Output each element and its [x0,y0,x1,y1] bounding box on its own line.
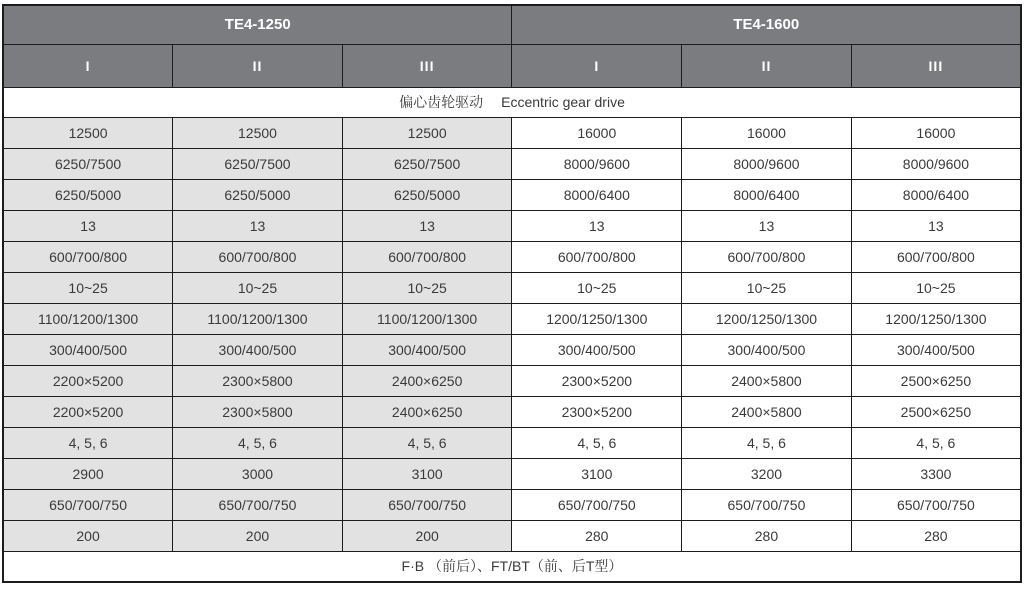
table-cell: 300/400/500 [3,334,173,365]
table-cell: 600/700/800 [342,241,512,272]
table-cell: 200 [173,520,343,551]
table-cell: 16000 [851,117,1021,148]
table-cell: 4, 5, 6 [3,427,173,458]
table-cell: 8000/6400 [512,179,682,210]
table-cell: 300/400/500 [512,334,682,365]
table-cell: 600/700/800 [512,241,682,272]
table-cell: 280 [682,520,852,551]
table-cell: 600/700/800 [173,241,343,272]
table-row [3,365,1021,396]
drive-type-cell [3,87,1021,117]
table-cell: 650/700/750 [851,489,1021,520]
subheader-1600-ii: II [682,44,852,87]
table-cell: 2900 [3,458,173,489]
table-cell: 650/700/750 [342,489,512,520]
table-cell: 1200/1250/1300 [512,303,682,334]
table-cell: 2200×5200 [3,396,173,427]
table-cell: 600/700/800 [851,241,1021,272]
table-cell: 8000/9600 [682,148,852,179]
table-cell: 10~25 [851,272,1021,303]
table-row [3,396,1021,427]
table-body [3,117,1021,551]
spec-table [2,4,1022,583]
table-row [3,489,1021,520]
subheader-row [3,44,1021,87]
table-cell: 10~25 [3,272,173,303]
table-cell: 10~25 [512,272,682,303]
table-cell: 300/400/500 [682,334,852,365]
table-cell: 650/700/750 [512,489,682,520]
table-cell: 300/400/500 [342,334,512,365]
table-cell: 650/700/750 [173,489,343,520]
table-cell: 6250/5000 [342,179,512,210]
table-cell: 4, 5, 6 [851,427,1021,458]
group-header-te4-1600: TE4-1600 [512,5,1021,44]
table-cell: 200 [342,520,512,551]
table-cell: 1100/1200/1300 [3,303,173,334]
group-header-te4-1250: TE4-1250 [3,5,512,44]
table-cell: 2400×5800 [682,365,852,396]
table-cell: 600/700/800 [3,241,173,272]
table-cell: 4, 5, 6 [512,427,682,458]
table-row [3,148,1021,179]
table-cell: 6250/5000 [3,179,173,210]
table-cell: 12500 [342,117,512,148]
table-cell: 4, 5, 6 [342,427,512,458]
table-cell: 300/400/500 [851,334,1021,365]
subheader-1600-iii: III [851,44,1021,87]
table-row [3,210,1021,241]
table-cell: 600/700/800 [682,241,852,272]
table-cell: 16000 [512,117,682,148]
table-cell: 2400×6250 [342,365,512,396]
drive-type-label-zh: 偏心齿轮驱动 [399,94,484,110]
table-cell: 280 [512,520,682,551]
table-cell: 280 [851,520,1021,551]
table-cell: 13 [3,210,173,241]
table-row [3,303,1021,334]
table-cell: 6250/7500 [342,148,512,179]
footer-row [3,551,1021,582]
table-cell: 3200 [682,458,852,489]
table-cell: 2200×5200 [3,365,173,396]
table-cell: 8000/6400 [851,179,1021,210]
table-cell: 8000/9600 [512,148,682,179]
table-cell: 650/700/750 [682,489,852,520]
group-header-row [3,5,1021,44]
table-cell: 2300×5200 [512,365,682,396]
table-cell: 3100 [342,458,512,489]
table-cell: 6250/5000 [173,179,343,210]
table-cell: 6250/7500 [173,148,343,179]
table-cell: 8000/6400 [682,179,852,210]
table-cell: 2300×5800 [173,396,343,427]
drive-type-label-en: Eccentric gear drive [501,94,625,110]
subheader-1250-iii: III [342,44,512,87]
table-cell: 3300 [851,458,1021,489]
table-cell: 3000 [173,458,343,489]
table-row [3,427,1021,458]
table-row [3,179,1021,210]
drive-type-row [3,87,1021,117]
table-cell: 2500×6250 [851,365,1021,396]
table-row [3,117,1021,148]
table-cell: 8000/9600 [851,148,1021,179]
table-cell: 650/700/750 [3,489,173,520]
table-cell: 10~25 [342,272,512,303]
table-cell: 2400×5800 [682,396,852,427]
table-cell: 4, 5, 6 [173,427,343,458]
subheader-1250-ii: II [173,44,343,87]
table-cell: 13 [851,210,1021,241]
table-cell: 4, 5, 6 [682,427,852,458]
table-row [3,334,1021,365]
table-cell: 12500 [3,117,173,148]
table-cell: 1100/1200/1300 [342,303,512,334]
footer-cell: F·B （前后）、FT/BT（前、后T型） [3,551,1021,582]
table-row [3,241,1021,272]
table-cell: 2300×5800 [173,365,343,396]
table-cell: 10~25 [173,272,343,303]
table-row [3,520,1021,551]
table-cell: 1100/1200/1300 [173,303,343,334]
table-cell: 300/400/500 [173,334,343,365]
subheader-1250-i: I [3,44,173,87]
table-row [3,458,1021,489]
table-cell: 16000 [682,117,852,148]
table-row [3,272,1021,303]
table-cell: 1200/1250/1300 [682,303,852,334]
table-cell: 3100 [512,458,682,489]
table-cell: 10~25 [682,272,852,303]
table-cell: 13 [173,210,343,241]
table-cell: 6250/7500 [3,148,173,179]
table-cell: 1200/1250/1300 [851,303,1021,334]
table-cell: 13 [512,210,682,241]
table-cell: 200 [3,520,173,551]
table-cell: 2400×6250 [342,396,512,427]
subheader-1600-i: I [512,44,682,87]
table-cell: 13 [342,210,512,241]
table-cell: 2500×6250 [851,396,1021,427]
table-cell: 13 [682,210,852,241]
table-cell: 2300×5200 [512,396,682,427]
table-cell: 12500 [173,117,343,148]
